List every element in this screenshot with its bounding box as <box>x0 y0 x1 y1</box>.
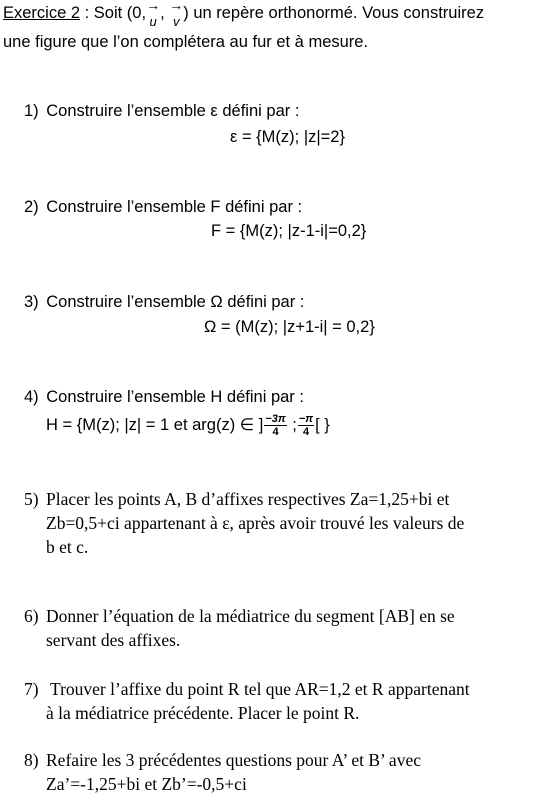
question-1-formula: ε = {M(z); |z|=2} <box>230 128 345 146</box>
vector-v <box>169 0 184 29</box>
question-number: 3) <box>24 293 39 311</box>
question-7 <box>24 677 470 725</box>
exercise-title: Exercice 2 <box>3 4 81 22</box>
interval-separator: ; <box>287 416 297 434</box>
formula-end: [ } <box>315 416 330 434</box>
fraction-denominator: 4 <box>302 426 310 439</box>
question-line: Placer les points A, B d’affixes respectives Za=1,25+bi et <box>46 489 450 509</box>
question-number: 8) <box>24 750 39 770</box>
fraction-minus-pi-over-4 <box>298 413 314 438</box>
fraction-numerator: −3π <box>265 413 286 426</box>
question-line: b et c. <box>46 537 89 557</box>
question-number: 5) <box>24 489 39 509</box>
question-2 <box>24 196 302 218</box>
vector-u <box>146 0 161 29</box>
fraction-denominator: 4 <box>272 426 279 439</box>
question-5 <box>24 487 464 559</box>
vector-u-arrow: → <box>146 0 161 13</box>
fraction-numerator: −π <box>298 413 314 426</box>
formula-start: H = {M(z); |z| = 1 et arg(z) ∈ ] <box>46 416 264 434</box>
question-text: Construire l’ensemble ε défini par : <box>46 102 300 120</box>
vector-v-arrow: → <box>169 0 184 13</box>
question-line: servant des affixes. <box>46 630 181 650</box>
question-line: à la médiatrice précédente. Placer le point R. <box>46 703 360 723</box>
question-text: Construire l’ensemble H défini par : <box>46 388 304 406</box>
question-line: Donner l’équation de la médiatrice du segment [AB] en se <box>46 606 455 626</box>
question-text: Construire l’ensemble Ω défini par : <box>46 293 305 311</box>
question-line: Za’=-1,25+bi et Zb’=-0,5+ci <box>46 774 247 794</box>
question-2-formula: F = {M(z); |z-1-i|=0,2} <box>211 222 367 240</box>
question-6 <box>24 604 455 652</box>
question-line: Trouver l’affixe du point R tel que AR=1,2 et R appartenant <box>50 679 470 699</box>
exercise-intro-line-2: une figure que l’on complétera au fur et à mesure. <box>3 33 369 51</box>
question-number: 2) <box>24 198 39 216</box>
vector-u-letter: u <box>149 14 157 29</box>
question-number: 1) <box>24 102 39 120</box>
fraction-minus-3pi-over-4 <box>264 413 286 438</box>
intro-text-a: : Soit (0, <box>80 4 147 22</box>
question-1 <box>24 100 299 122</box>
vector-v-letter: v <box>173 14 180 29</box>
question-number: 6) <box>24 606 39 626</box>
question-number: 4) <box>24 388 39 406</box>
question-3-formula: Ω = (M(z); |z+1-i| = 0,2} <box>204 318 375 336</box>
question-number: 7) <box>24 679 39 699</box>
question-line: Zb=0,5+ci appartenant à ε, après avoir trouvé les valeurs de <box>46 513 465 533</box>
question-4-formula <box>46 407 330 443</box>
intro-text-b: ) un repère orthonormé. Vous construirez <box>183 4 485 22</box>
intro-comma: , <box>160 4 165 22</box>
exercise-intro-line-1 <box>3 0 485 29</box>
question-4 <box>24 386 304 408</box>
question-line: Refaire les 3 précédentes questions pour A’ et B’ avec <box>46 750 421 770</box>
question-text: Construire l’ensemble F défini par : <box>46 198 303 216</box>
question-8 <box>24 748 421 796</box>
question-3 <box>24 291 304 313</box>
